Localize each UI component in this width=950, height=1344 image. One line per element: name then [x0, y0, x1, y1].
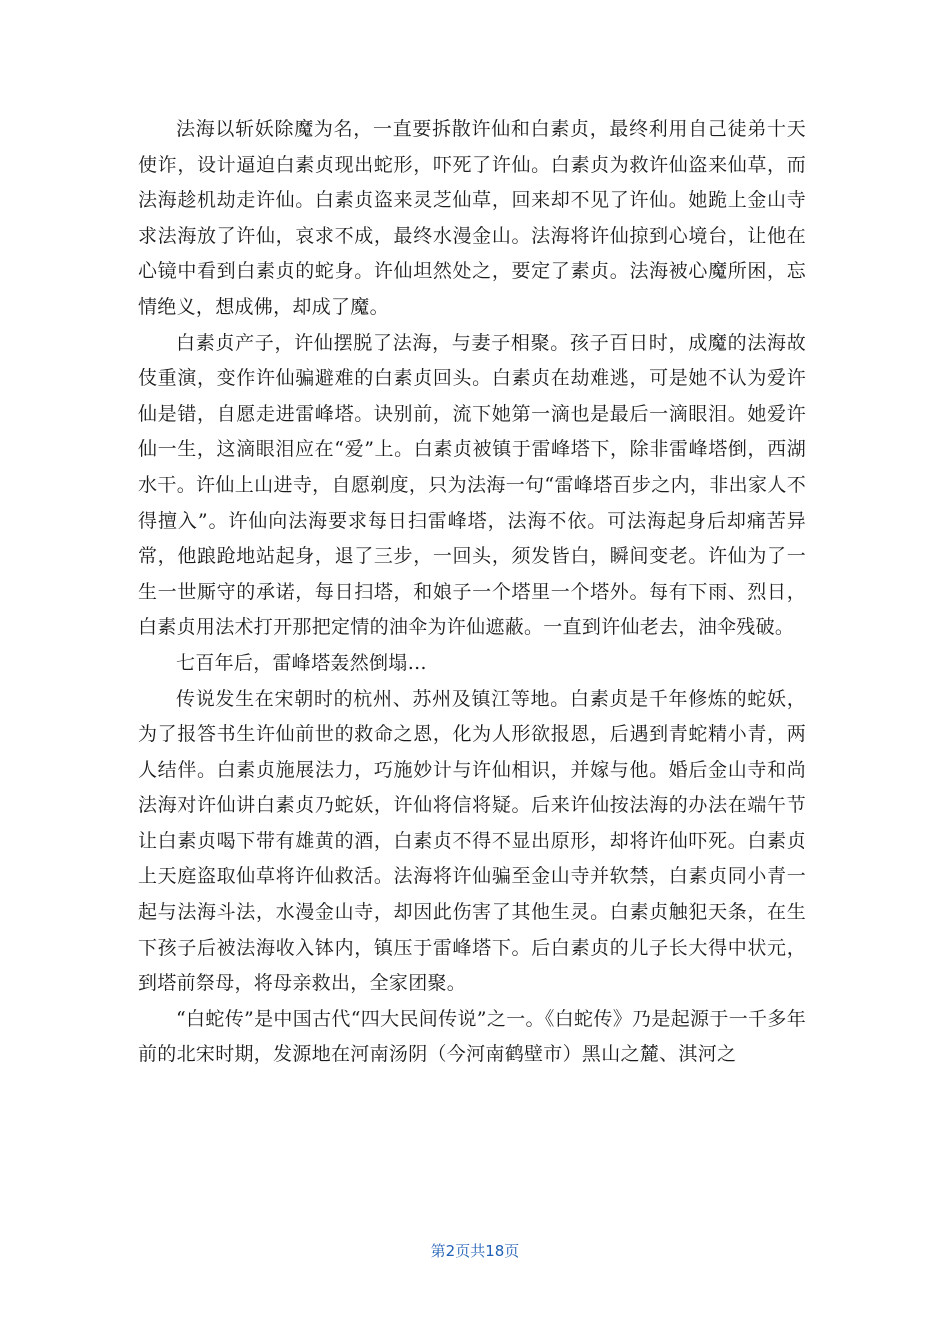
paragraph: 白素贞产子，许仙摆脱了法海，与妻子相聚。孩子百日时，成魔的法海故伎重演，变作许仙骗避难的白素贞回头。白素贞在劫难逃，可是她不认为爱许仙是错，自愿走进雷峰塔。诀别前，流下她第一滴也是最后一滴眼泪。她爱许仙一生，这滴眼泪应在“爱”上。白素贞被镇于雷峰塔下，除非雷峰塔倒，西湖水干。许仙上山进寺，自愿剃度，只为法海一句“雷峰塔百步之内，非出家人不得擅入”。许仙向法海要求每日扫雷峰塔，法海不依。可法海起身后却痛苦异常，他踉跄地站起身，退了三步，一回头，须发皆白，瞬间变老。许仙为了一生一世厮守的承诺，每日扫塔，和娘子一个塔里一个塔外。每有下雨、烈日，白素贞用法术打开那把定情的油伞为许仙遮蔽。一直到许仙老去，油伞残破。 [138, 331, 806, 639]
paragraph: 七百年后，雷峰塔轰然倒塌… [176, 651, 427, 674]
paragraph: 传说发生在宋朝时的杭州、苏州及镇江等地。白素贞是千年修炼的蛇妖，为了报答书生许仙前世的救命之恩，化为人形欲报恩，后遇到青蛇精小青，两人结伴。白素贞施展法力，巧施妙计与许仙相识，并嫁与他。婚后金山寺和尚法海对许仙讲白素贞乃蛇妖，许仙将信将疑。后来许仙按法海的办法在端午节让白素贞喝下带有雄黄的酒，白素贞不得不显出原形，却将许仙吓死。白素贞上天庭盗取仙草将许仙救活。法海将许仙骗至金山寺并软禁，白素贞同小青一起与法海斗法，水漫金山寺，却因此伤害了其他生灵。白素贞触犯天条，在生下孩子后被法海收入钵内，镇压于雷峰塔下。后白素贞的儿子长大得中状元，到塔前祭母，将母亲救出，全家团聚。 [138, 687, 806, 995]
paragraph: “白蛇传”是中国古代“四大民间传说”之一。《白蛇传》乃是起源于一千多年前的北宋时期，发源地在河南汤阴（今河南鹤壁市）黑山之麓、淇河之 [138, 1007, 806, 1066]
document-body [138, 112, 806, 1073]
page-number-footer: 第2页共18页 [430, 1242, 520, 1260]
paragraph: 法海以斩妖除魔为名，一直要拆散许仙和白素贞，最终利用自己徒弟十天使诈，设计逼迫白素贞现出蛇形，吓死了许仙。白素贞为救许仙盗来仙草，而法海趁机劫走许仙。白素贞盗来灵芝仙草，回来却不见了许仙。她跪上金山寺求法海放了许仙，哀求不成，最终水漫金山。法海将许仙掠到心境台，让他在心镜中看到白素贞的蛇身。许仙坦然处之，要定了素贞。法海被心魔所困，忘情绝义，想成佛，却成了魔。 [138, 118, 806, 318]
